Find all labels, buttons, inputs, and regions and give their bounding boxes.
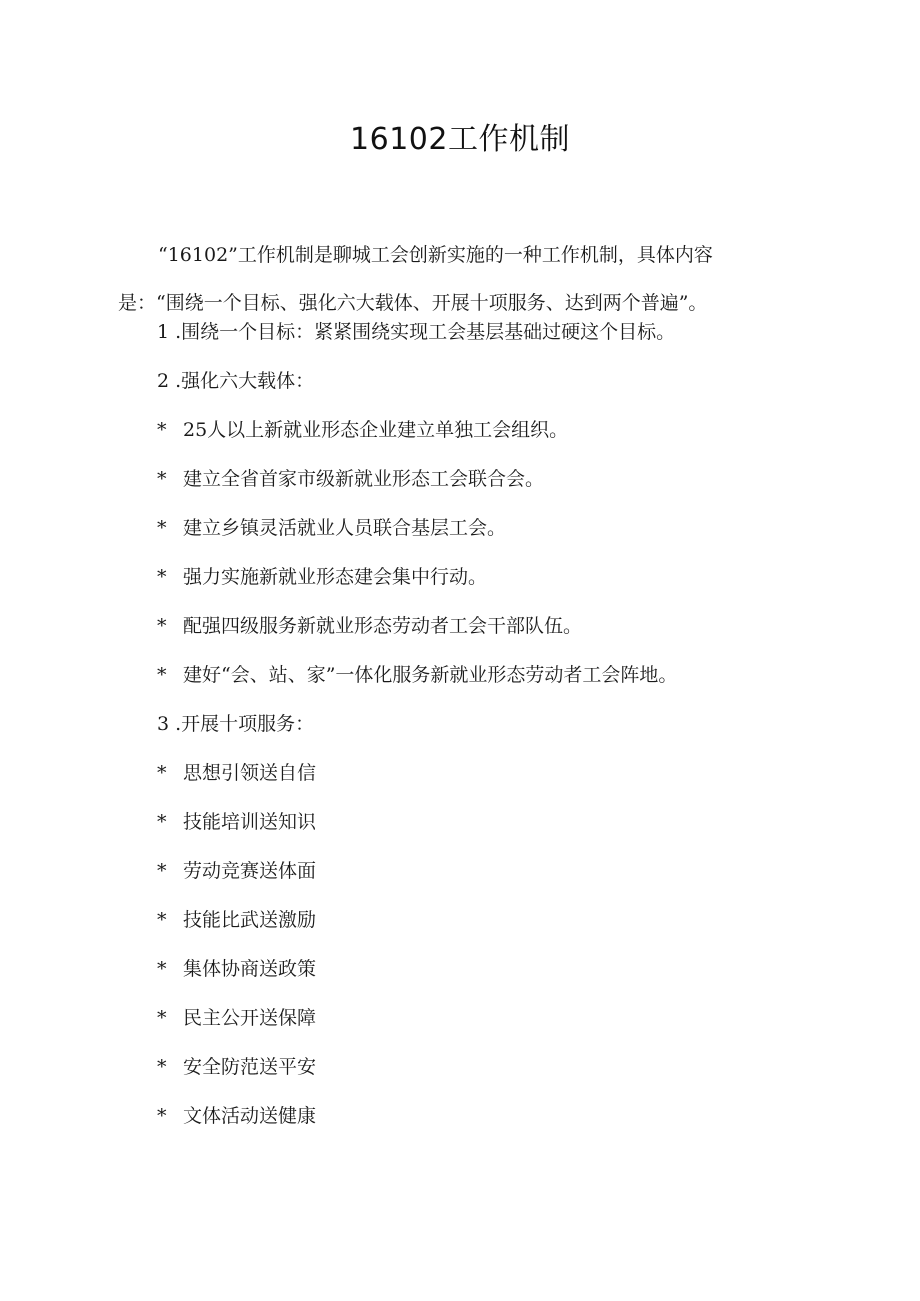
service-text: 民主公开送保障 xyxy=(183,1007,317,1029)
bullet-asterisk: * xyxy=(157,419,167,441)
carrier-item xyxy=(157,513,506,543)
service-text: 劳动竞赛送体面 xyxy=(183,860,317,882)
bullet-asterisk: * xyxy=(157,811,167,833)
carrier-item xyxy=(157,660,677,690)
service-item xyxy=(157,954,316,984)
section-1-heading: 1 .围绕一个目标：紧紧围绕实现工会基层基础过硬这个目标。 xyxy=(157,321,676,343)
section-3-heading: 3 .开展十项服务： xyxy=(157,713,315,735)
carrier-text: 配强四级服务新就业形态劳动者工会干部队伍。 xyxy=(183,615,583,637)
service-text: 集体协商送政策 xyxy=(183,958,317,980)
carrier-text: 建好“会、站、家”一体化服务新就业形态劳动者工会阵地。 xyxy=(183,664,678,686)
carrier-item xyxy=(157,415,568,445)
bullet-asterisk: * xyxy=(157,1056,167,1078)
service-item xyxy=(157,1052,316,1082)
carrier-text: 建立全省首家市级新就业形态工会联合会。 xyxy=(183,468,545,490)
bullet-asterisk: * xyxy=(157,958,167,980)
service-item xyxy=(157,758,316,788)
bullet-asterisk: * xyxy=(157,1007,167,1029)
bullet-asterisk: * xyxy=(157,517,167,539)
bullet-asterisk: * xyxy=(157,566,167,588)
bullet-asterisk: * xyxy=(157,468,167,490)
page-title: 16102工作机制 xyxy=(350,122,570,157)
bullet-asterisk: * xyxy=(157,860,167,882)
carrier-text: 25人以上新就业形态企业建立单独工会组织。 xyxy=(183,419,569,441)
service-item xyxy=(157,905,316,935)
carrier-item xyxy=(157,464,544,494)
service-item xyxy=(157,807,316,837)
service-text: 安全防范送平安 xyxy=(183,1056,317,1078)
service-text: 思想引领送自信 xyxy=(183,762,317,784)
bullet-asterisk: * xyxy=(157,1105,167,1127)
intro-paragraph: “16102”工作机制是聊城工会创新实施的一种工作机制，具体内容是：“围绕一个目标、强化六大载体、开展十项服务、达到两个普遍”。 xyxy=(118,244,713,314)
service-text: 文体活动送健康 xyxy=(183,1105,317,1127)
service-text: 技能比武送激励 xyxy=(183,909,317,931)
bullet-asterisk: * xyxy=(157,909,167,931)
carrier-item xyxy=(157,611,582,641)
service-item xyxy=(157,1101,316,1131)
service-item xyxy=(157,1003,316,1033)
bullet-asterisk: * xyxy=(157,615,167,637)
bullet-asterisk: * xyxy=(157,762,167,784)
carrier-text: 强力实施新就业形态建会集中行动。 xyxy=(183,566,488,588)
carrier-item xyxy=(157,562,487,592)
service-item xyxy=(157,856,316,886)
service-text: 技能培训送知识 xyxy=(183,811,317,833)
carrier-text: 建立乡镇灵活就业人员联合基层工会。 xyxy=(183,517,507,539)
section-2-heading: 2 .强化六大载体： xyxy=(157,370,315,392)
bullet-asterisk: * xyxy=(157,664,167,686)
